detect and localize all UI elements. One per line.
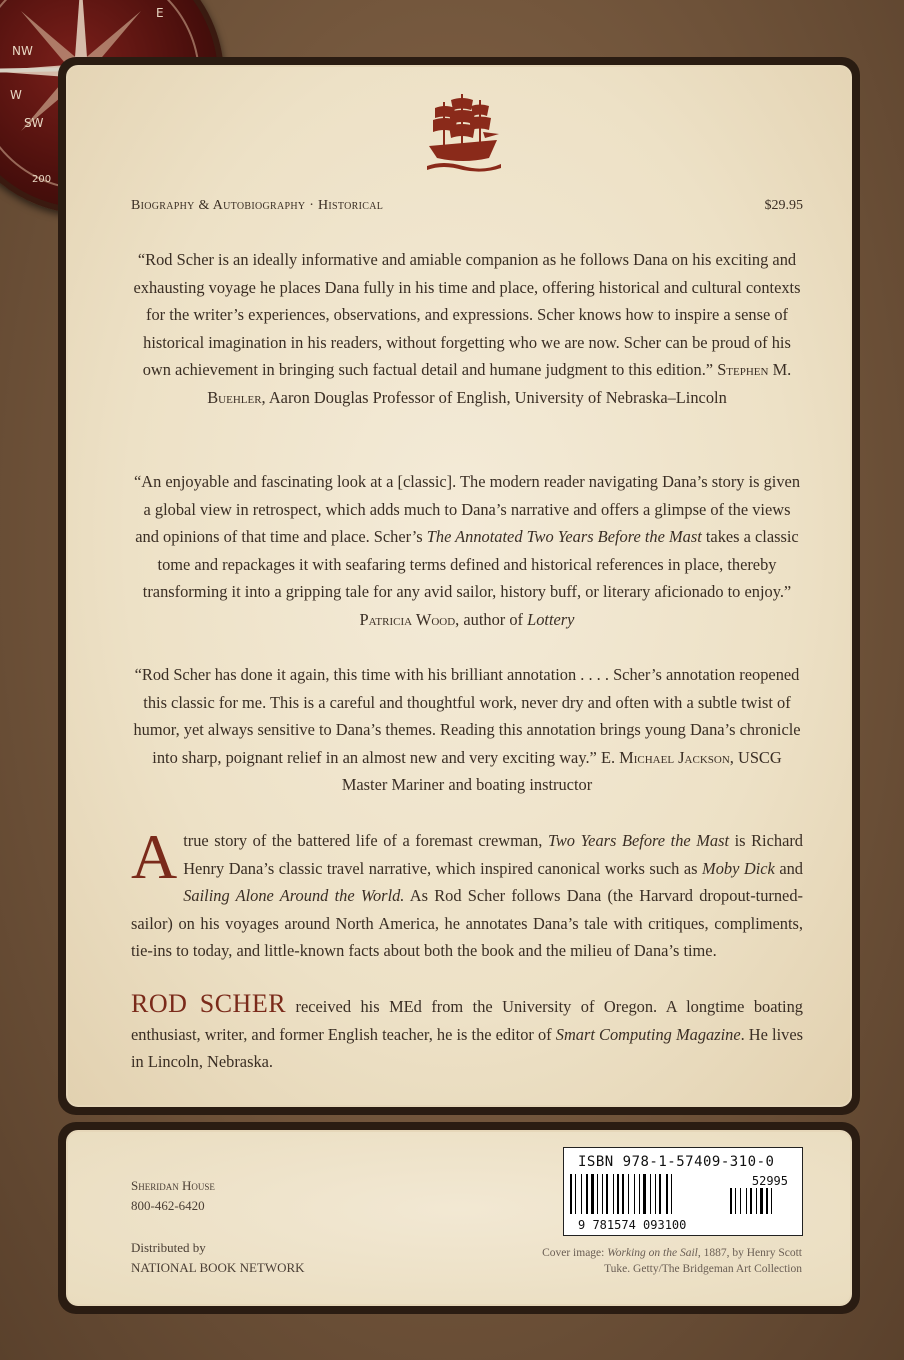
publisher-info — [131, 1176, 215, 1216]
distributor-info — [131, 1238, 305, 1278]
quote-text: “Rod Scher is an ideally informative and amiable companion as he follows Dana on his exciting and exhausting voyage he places Dana fully in his time and place, offering historical and cultural contexts for the writer’s experiences, observations, and expressions. Scher knows how to inspire a sense of historical imagination in his readers, without forgetting who we are now. Scher can be proud of his own achievement in bringing such factual detail and humane judgment to this edition.” — [133, 250, 801, 379]
quote-attribution-affiliation: , Aaron Douglas Professor of English, University of Nebraska–Lincoln — [261, 387, 727, 407]
description-text: true story of the battered life of a foremast crewman, — [183, 831, 548, 850]
quote-attribution-name: Stephen M. Buehler — [207, 360, 792, 407]
bio-text: . He lives in Lincoln, Nebraska. — [131, 1024, 803, 1071]
distributor-name: NATIONAL BOOK NETWORK — [131, 1260, 305, 1275]
description-text: As Rod Scher follows Dana (the Harvard dropout-turned-sailor) on his voyages around North America, he annotates Dana’s tale with critiques, compliments, tie-ins to today, and little-known facts about both the book and the milieu of Dana’s time. — [131, 886, 803, 960]
quote-text: “Rod Scher has done it again, this time with his brilliant annotation . . . . Scher’s annotation reopened this classic for me. This is a careful and thoughtful work, never dry and often with a subtle twist of humor, yet always sensitive to Dana’s themes. Reading this annotation brings young Dana’s chronicle into sharp, poignant relief in an almost new and very exciting way.” — [133, 665, 801, 767]
compass-label-nw: NW — [12, 44, 33, 58]
description-text: and — [774, 858, 804, 878]
compass-label-e: E — [156, 6, 164, 20]
author-bio — [131, 990, 803, 1076]
credit-title: Working on the Sail — [607, 1247, 698, 1259]
quote-attribution-book: Lottery — [527, 609, 575, 629]
compass-label-w: W — [10, 88, 22, 102]
price-label: $29.95 — [764, 198, 803, 213]
ship-icon — [423, 88, 503, 174]
quote-wood — [131, 468, 803, 633]
bio-magazine: Smart Computing Magazine — [555, 1024, 741, 1044]
quote-attribution-name: Patricia Wood — [359, 609, 456, 629]
quote-buehler — [131, 246, 803, 411]
quote-attribution-name: E. Michael Jackson — [600, 747, 730, 767]
cover-credit — [520, 1245, 802, 1277]
quote-attribution-affiliation: , USCG Master Mariner and boating instructor — [341, 747, 782, 794]
description-title: Two Years Before the Mast — [547, 831, 730, 850]
isbn-barcode — [563, 1147, 803, 1236]
compass-label-sw: SW — [24, 116, 44, 130]
quote-text: takes a classic tome and repackages it with seafaring terms defined and historical references in place, thereby transforming it into a gripping tale for any avid sailor, history buff, or literary aficionado to enjoy.” — [142, 527, 799, 601]
quote-attribution-affiliation: , author of — [455, 609, 528, 629]
credit-prefix: Cover image: — [542, 1247, 608, 1259]
header-row — [131, 198, 803, 218]
bisac-category: Biography & Autobiography · Historical — [131, 198, 384, 213]
compass-degree-200: 200 — [32, 174, 52, 185]
barcode-price-code: 52995 — [751, 1174, 788, 1188]
description-title: Moby Dick — [702, 858, 775, 878]
isbn-number: ISBN 978-1-57409-310-0 — [578, 1154, 775, 1170]
credit-text: , 1887, by Henry Scott Tuke. Getty/The Bridgeman Art Collection — [604, 1247, 802, 1275]
book-description — [131, 821, 804, 965]
author-name: ROD SCHER — [131, 989, 287, 1018]
publisher-name: Sheridan House — [131, 1178, 215, 1193]
quote-text: “An enjoyable and fascinating look at a [classic]. The modern reader navigating Dana’s story is given a global view in retrospect, which adds much to Dana’s narrative and offers a glimpse of the views and opinions of that time and place. Scher’s — [133, 472, 801, 546]
barcode-digits: 9 781574 093100 — [578, 1218, 687, 1232]
description-title: Sailing Alone Around the World. — [183, 886, 405, 905]
quote-jackson — [131, 661, 803, 799]
publisher-phone: 800-462-6420 — [131, 1198, 205, 1213]
bio-text: received his MEd from the University of Oregon. A longtime boating enthusiast, writer, and former English teacher, he is the editor of — [131, 997, 803, 1044]
quote-book-title: The Annotated Two Years Before the Mast — [426, 527, 702, 546]
distributed-by-label: Distributed by — [131, 1240, 206, 1255]
description-text: is Richard Henry Dana’s classic travel narrative, which inspired canonical works such as — [183, 831, 803, 878]
drop-cap: A — [131, 821, 178, 892]
